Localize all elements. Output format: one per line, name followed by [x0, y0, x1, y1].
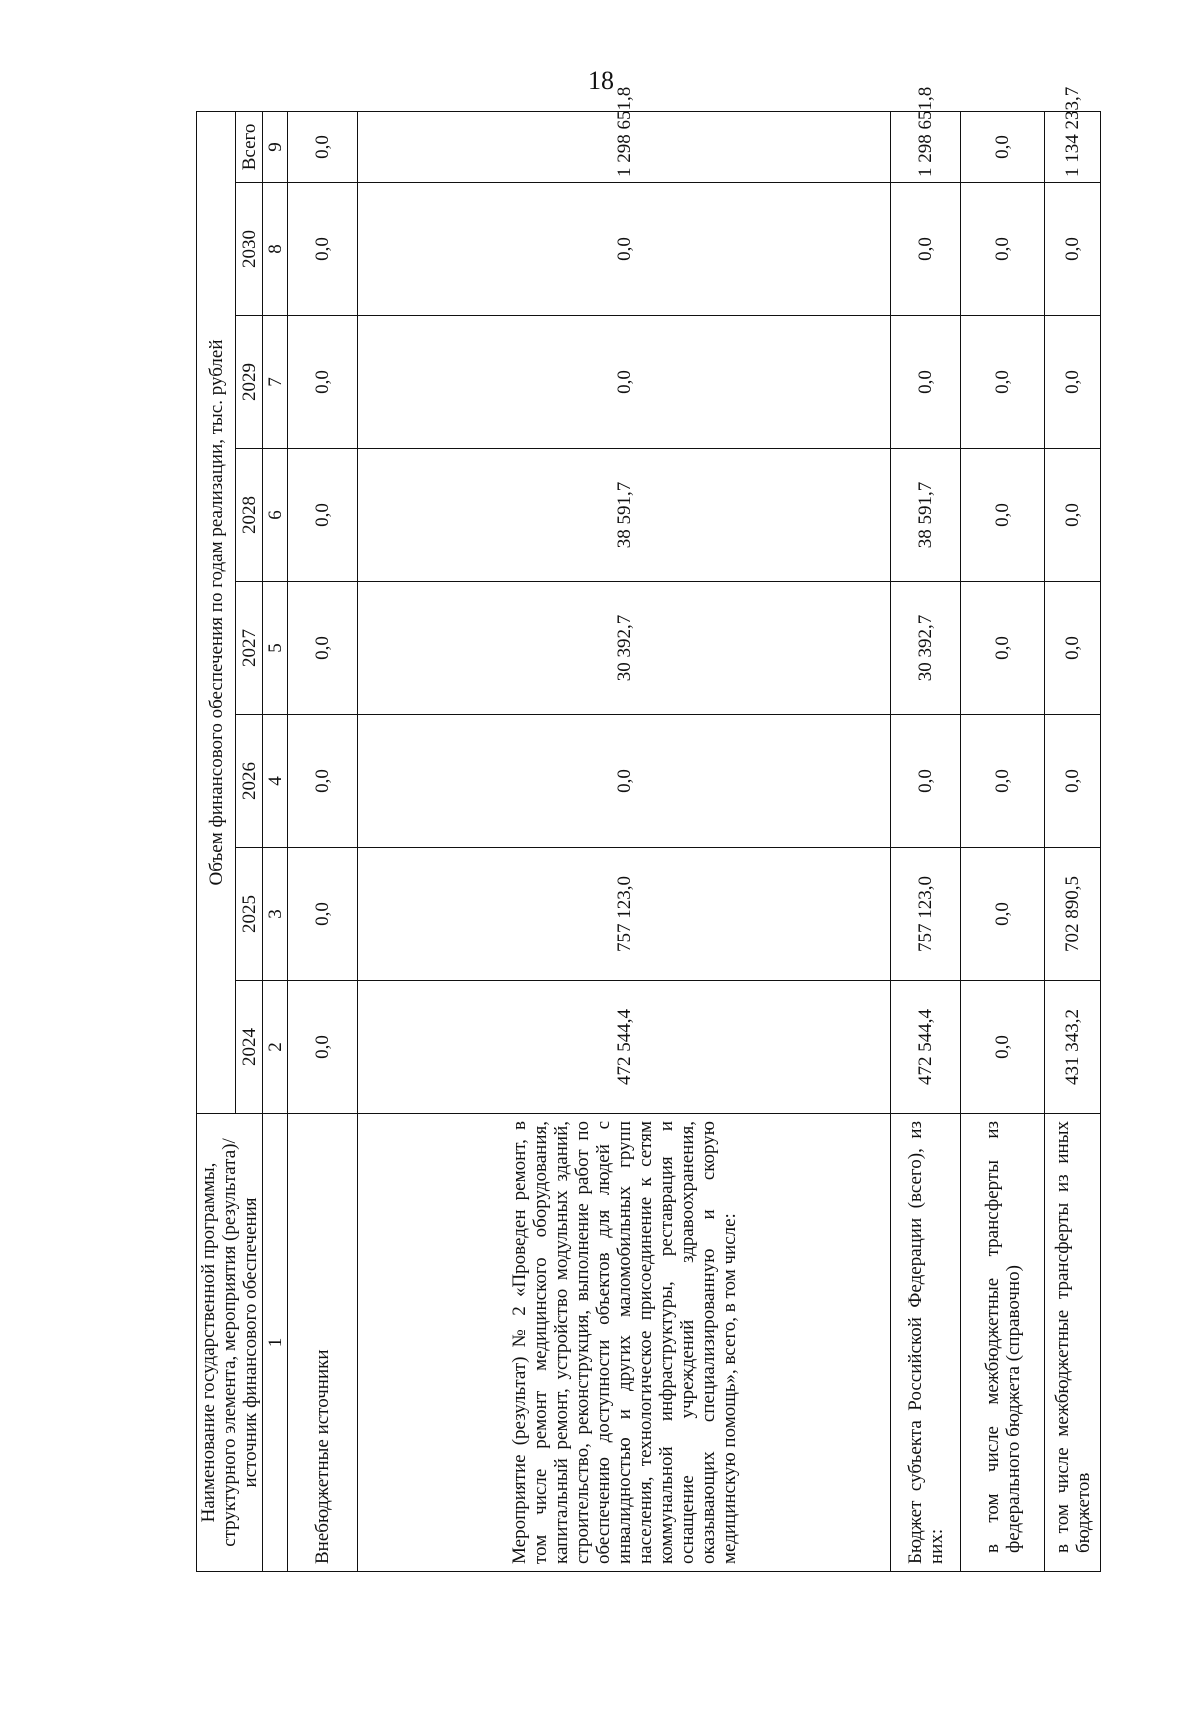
table-cell: 0,0 — [961, 183, 1045, 316]
table-cell: 0,0 — [891, 183, 961, 316]
column-index: 2 — [263, 981, 288, 1114]
table-row — [891, 111, 961, 1571]
row-label: в том числе межбюджетные трансферты из иных бюджетов — [1045, 1114, 1101, 1572]
year-header: 2030 — [236, 183, 263, 316]
table-row — [961, 111, 1045, 1571]
table-cell: 1 298 651,8 — [357, 111, 890, 182]
column-index: 4 — [263, 715, 288, 848]
table-cell: 0,0 — [288, 183, 358, 316]
row-label: в том числе межбюджетные трансферты из федерального бюджета (справочно) — [961, 1114, 1045, 1572]
total-header: Всего — [236, 111, 263, 182]
table-cell: 431 343,2 — [1045, 981, 1101, 1114]
year-header: 2027 — [236, 582, 263, 715]
table-row — [357, 111, 890, 1571]
page-number: 18 — [588, 66, 614, 95]
row-label: Внебюджетные источники — [288, 1114, 358, 1572]
table-cell: 0,0 — [357, 316, 890, 449]
table-cell: 0,0 — [288, 981, 358, 1114]
table-cell: 472 544,4 — [357, 981, 890, 1114]
table-cell: 0,0 — [961, 582, 1045, 715]
table-cell: 757 123,0 — [357, 848, 890, 981]
table-row — [1045, 111, 1101, 1571]
table-cell: 0,0 — [357, 715, 890, 848]
volume-title-header: Объем финансового обеспечения по годам реализации, тыс. рублей — [197, 111, 236, 1113]
table-cell: 702 890,5 — [1045, 848, 1101, 981]
table-cell: 38 591,7 — [357, 449, 890, 582]
column-index: 7 — [263, 316, 288, 449]
year-header: 2028 — [236, 449, 263, 582]
table-cell: 0,0 — [961, 848, 1045, 981]
table-cell: 0,0 — [1045, 582, 1101, 715]
table-cell: 0,0 — [1045, 183, 1101, 316]
table-cell: 0,0 — [961, 111, 1045, 182]
column-index-row — [263, 111, 288, 1571]
financing-table — [196, 86, 1101, 1572]
table-cell: 0,0 — [288, 715, 358, 848]
table-cell: 1 134 233,7 — [1045, 111, 1101, 182]
year-header: 2026 — [236, 715, 263, 848]
table-cell: 0,0 — [961, 316, 1045, 449]
name-column-header: Наименование государственной программы, структурного элемента, мероприятия (результата)/источник финансового обеспечения — [197, 1114, 263, 1572]
row-label: Бюджет субъекта Российской Федерации (всего), из них: — [891, 1114, 961, 1572]
table-cell: 30 392,7 — [891, 582, 961, 715]
table-row — [288, 111, 358, 1571]
column-index: 5 — [263, 582, 288, 715]
row-label: Мероприятие (результат) № 2 «Проведен ремонт, в том числе ремонт медицинского оборудования, капитальный ремонт, устройство модульных зданий, строительство, реконструкция, выполнение работ по обеспечению доступности объектов для людей с инвалидностью и других маломобильных групп населения, технологическое присоединение к сетям коммунальной инфраструктуры, реставрация и оснащение учреждений здравоохранения, оказывающих специализированную и скорую медицинскую помощь», всего, в том числе: — [357, 1114, 890, 1572]
table-cell: 1 298 651,8 — [891, 111, 961, 182]
table-cell: 0,0 — [961, 449, 1045, 582]
column-index: 6 — [263, 449, 288, 582]
table-cell: 38 591,7 — [891, 449, 961, 582]
table-cell: 0,0 — [1045, 316, 1101, 449]
column-index: 8 — [263, 183, 288, 316]
column-index: 9 — [263, 111, 288, 182]
table-cell: 0,0 — [288, 316, 358, 449]
table-cell: 0,0 — [891, 316, 961, 449]
year-header: 2024 — [236, 981, 263, 1114]
header-title-row — [197, 111, 236, 1571]
table-cell: 0,0 — [1045, 449, 1101, 582]
table-cell: 0,0 — [288, 449, 358, 582]
table-cell: 0,0 — [961, 981, 1045, 1114]
table-cell: 0,0 — [961, 715, 1045, 848]
table-cell: 757 123,0 — [891, 848, 961, 981]
year-header: 2025 — [236, 848, 263, 981]
table-cell: 0,0 — [891, 715, 961, 848]
rotated-table-wrapper — [196, 86, 1094, 1572]
table-cell: 472 544,4 — [891, 981, 961, 1114]
table-cell: 30 392,7 — [357, 582, 890, 715]
table-cell: 0,0 — [288, 582, 358, 715]
column-index: 1 — [263, 1114, 288, 1572]
table-cell: 0,0 — [357, 183, 890, 316]
year-header: 2029 — [236, 316, 263, 449]
column-index: 3 — [263, 848, 288, 981]
table-cell: 0,0 — [288, 111, 358, 182]
table-cell: 0,0 — [288, 848, 358, 981]
table-cell: 0,0 — [1045, 715, 1101, 848]
